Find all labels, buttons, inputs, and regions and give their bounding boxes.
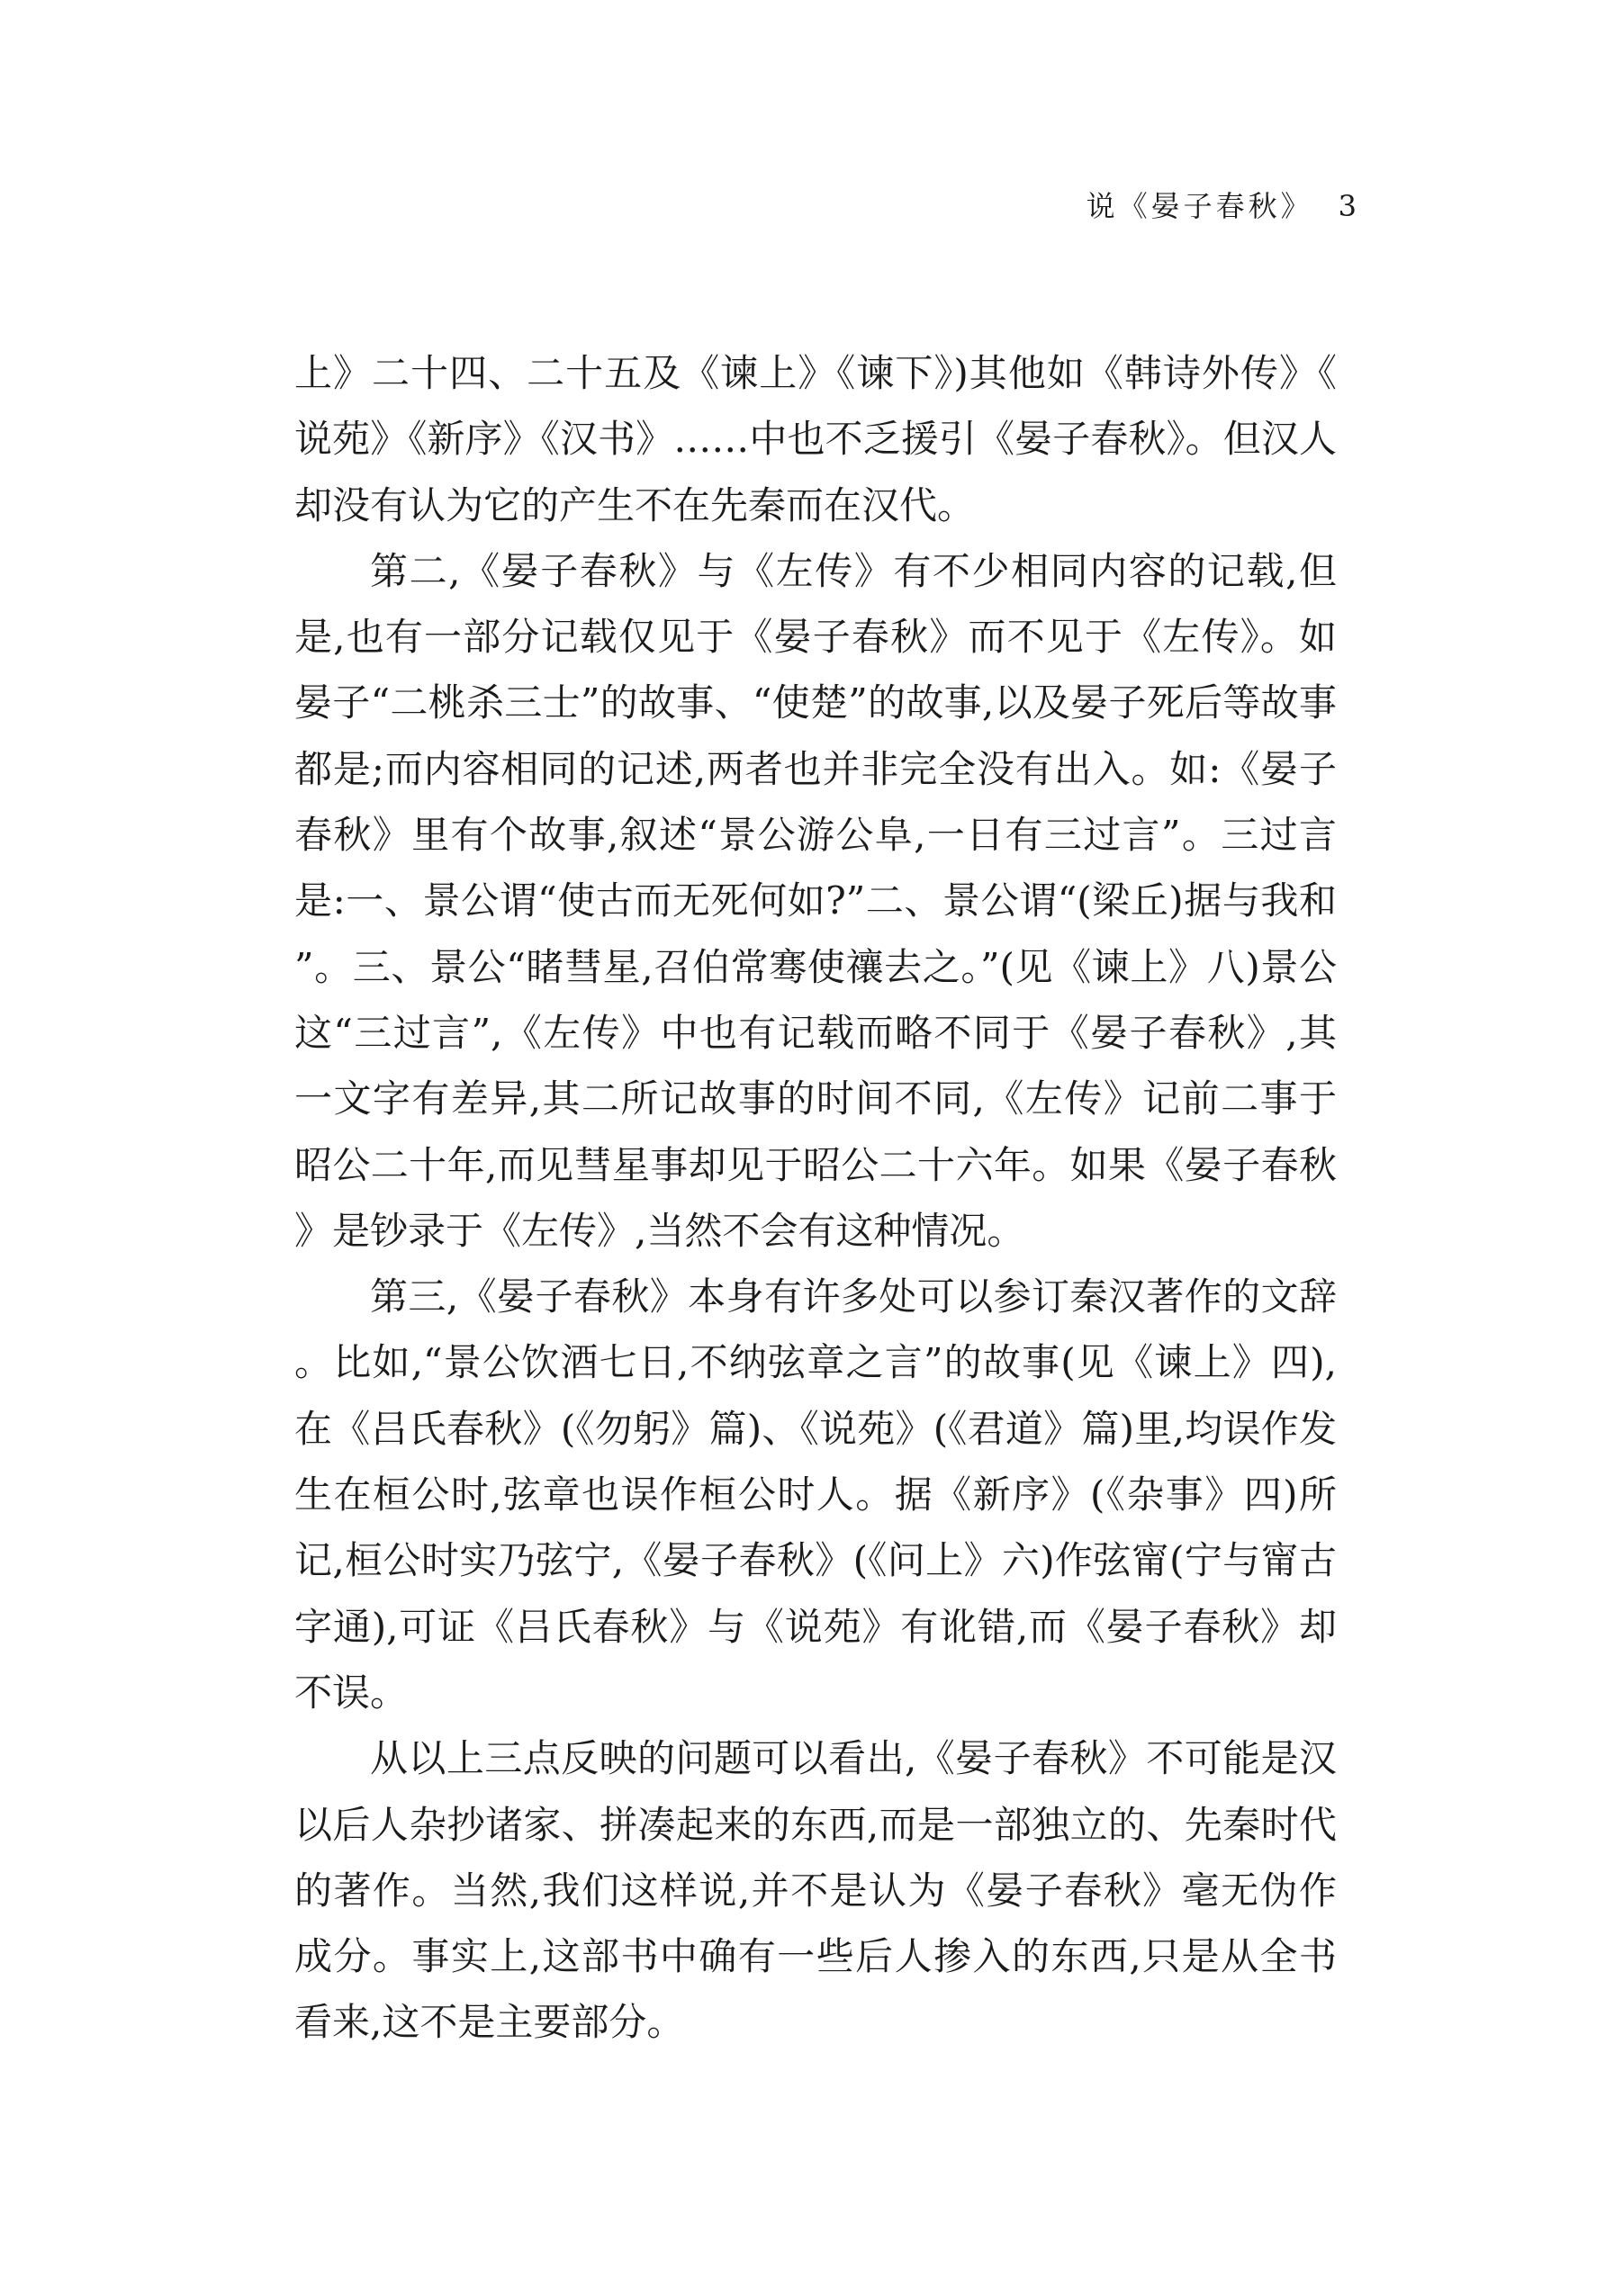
running-head-title: 说《晏子春秋》 bbox=[1086, 189, 1313, 223]
paragraph-continued: 上》二十四、二十五及《谏上》《谏下》)其他如《韩诗外传》《说苑》《新序》《汉书》……中也不乏援引《晏子春秋》。但汉人却没有认为它的产生不在先秦而在汉代。 bbox=[294, 351, 1337, 527]
running-head bbox=[1087, 185, 1357, 228]
paragraph-third-point: 第三,《晏子春秋》本身有许多处可以参订秦汉著作的文辞。比如,“景公饮酒七日,不纳弦章之言”的故事(见《谏上》四),在《吕氏春秋》(《勿躬》篇)、《说苑》(《君道》篇)里,均误作发生在桓公时,弦章也误作桓公时人。据《新序》(《杂事》四)所记,桓公时实乃弦宁,《晏子春秋》(《问上》六)作弦甯(宁与甯古字通),可证《吕氏春秋》与《说苑》有讹错,而《晏子春秋》却不误。 bbox=[294, 1274, 1337, 1715]
page-number: 3 bbox=[1338, 189, 1357, 223]
paragraph-second-point: 第二,《晏子春秋》与《左传》有不少相同内容的记载,但是,也有一部分记载仅见于《晏子春秋》而不见于《左传》。如晏子“二桃杀三士”的故事、“使楚”的故事,以及晏子死后等故事都是;而内容相同的记述,两者也并非完全没有出入。如:《晏子春秋》里有个故事,叙述“景公游公阜,一日有三过言”。三过言是:一、景公谓“使古而无死何如?”二、景公谓“(梁丘)据与我和”。三、景公“睹彗星,召伯常骞使禳去之。”(见《谏上》八)景公这“三过言”,《左传》中也有记载而略不同于《晏子春秋》,其一文字有差异,其二所记故事的时间不同,《左传》记前二事于昭公二十年,而见彗星事却见于昭公二十六年。如果《晏子春秋》是钞录于《左传》,当然不会有这种情况。 bbox=[294, 548, 1337, 1253]
paragraph-conclusion: 从以上三点反映的问题可以看出,《晏子春秋》不可能是汉以后人杂抄诸家、拼凑起来的东西,而是一部独立的、先秦时代的著作。当然,我们这样说,并不是认为《晏子春秋》毫无伪作成分。事实上,这部书中确有一些后人掺入的东西,只是从全书看来,这不是主要部分。 bbox=[294, 1736, 1337, 2045]
body-text bbox=[294, 340, 1337, 2056]
